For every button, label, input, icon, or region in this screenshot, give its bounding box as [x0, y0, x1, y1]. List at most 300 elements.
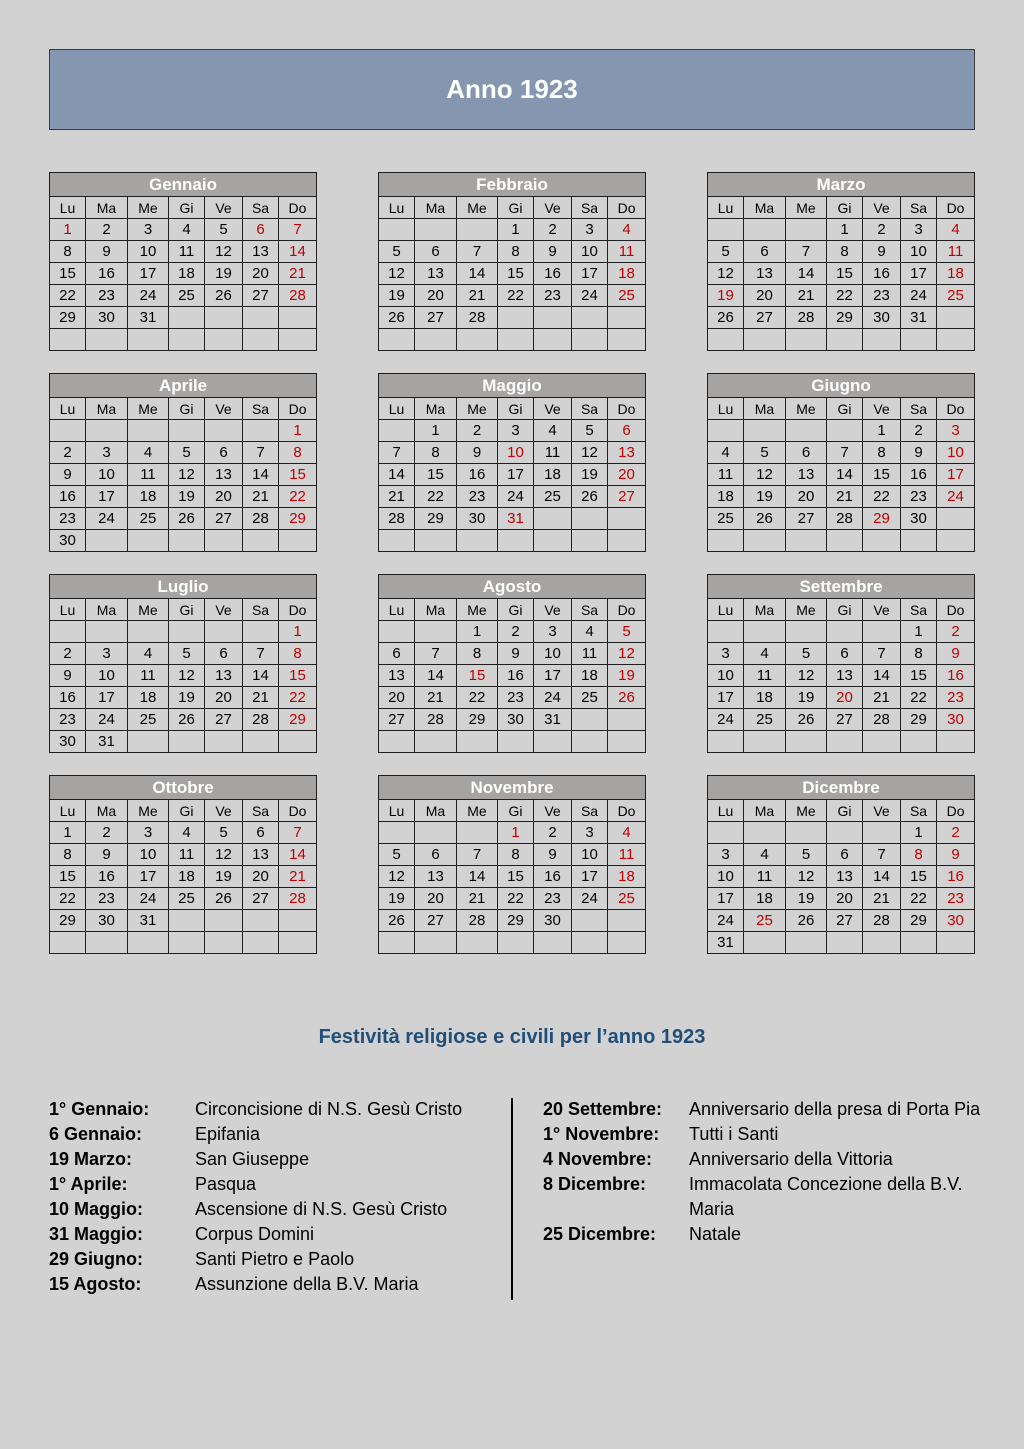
empty-cell: [572, 329, 608, 351]
empty-cell: [415, 731, 457, 753]
day-cell: 13: [243, 844, 279, 866]
empty-cell: [379, 731, 415, 753]
day-cell: 2: [86, 219, 128, 241]
day-cell: 30: [901, 508, 937, 530]
weekday-label: Ve: [534, 197, 572, 219]
weekday-label: Ma: [744, 800, 786, 822]
day-cell: 1: [50, 822, 86, 844]
weekday-label: Do: [279, 398, 317, 420]
day-cell: 11: [708, 464, 744, 486]
day-cell: 3: [498, 420, 534, 442]
empty-cell: [169, 910, 205, 932]
day-cell: 27: [608, 486, 646, 508]
day-cell: 6: [744, 241, 786, 263]
day-cell: 20: [608, 464, 646, 486]
day-cell: 3: [901, 219, 937, 241]
day-cell: 12: [744, 464, 786, 486]
weekday-label: Ve: [534, 398, 572, 420]
day-cell: 10: [901, 241, 937, 263]
day-cell: 14: [279, 241, 317, 263]
day-cell: 22: [50, 285, 86, 307]
holiday-row: [543, 1097, 983, 1122]
day-cell: 28: [279, 888, 317, 910]
empty-cell: [901, 329, 937, 351]
day-cell: 19: [786, 687, 827, 709]
day-cell: 27: [205, 508, 243, 530]
day-cell: 21: [863, 888, 901, 910]
day-cell: 8: [827, 241, 863, 263]
weekday-label: Ma: [415, 800, 457, 822]
holiday-row: [49, 1147, 499, 1172]
empty-cell: [279, 307, 317, 329]
holiday-row: [49, 1272, 499, 1297]
day-cell: 22: [50, 888, 86, 910]
empty-cell: [279, 910, 317, 932]
weekday-label: Ve: [863, 800, 901, 822]
day-cell: 25: [572, 687, 608, 709]
day-cell: 1: [457, 621, 498, 643]
day-cell: 24: [128, 285, 169, 307]
day-cell: 9: [901, 442, 937, 464]
day-cell: 24: [937, 486, 975, 508]
empty-cell: [708, 621, 744, 643]
empty-cell: [498, 307, 534, 329]
day-cell: 14: [279, 844, 317, 866]
empty-cell: [827, 822, 863, 844]
day-cell: 12: [708, 263, 744, 285]
empty-cell: [827, 420, 863, 442]
weekday-label: Ve: [205, 800, 243, 822]
day-cell: 7: [279, 822, 317, 844]
day-cell: 26: [572, 486, 608, 508]
day-cell: 8: [901, 643, 937, 665]
weekday-label: Ma: [415, 197, 457, 219]
weekday-label: Lu: [50, 197, 86, 219]
day-cell: 9: [50, 665, 86, 687]
weekday-label: Sa: [901, 398, 937, 420]
day-cell: 6: [827, 844, 863, 866]
empty-cell: [863, 621, 901, 643]
empty-cell: [86, 329, 128, 351]
weekday-label: Sa: [243, 398, 279, 420]
empty-cell: [534, 307, 572, 329]
weekday-label: Lu: [708, 599, 744, 621]
day-cell: 18: [128, 486, 169, 508]
holiday-row: [543, 1147, 983, 1172]
month-luglio: [49, 574, 317, 753]
holiday-name: Pasqua: [195, 1174, 257, 1194]
weekday-label: Sa: [572, 197, 608, 219]
day-cell: 18: [608, 866, 646, 888]
day-cell: 9: [86, 241, 128, 263]
day-cell: 16: [86, 866, 128, 888]
day-cell: 15: [901, 866, 937, 888]
weekday-label: Gi: [498, 197, 534, 219]
day-cell: 21: [457, 285, 498, 307]
weekday-label: Gi: [827, 398, 863, 420]
day-cell: 17: [86, 486, 128, 508]
empty-cell: [86, 530, 128, 552]
day-cell: 30: [50, 731, 86, 753]
empty-cell: [205, 307, 243, 329]
weekday-label: Me: [457, 197, 498, 219]
day-cell: 27: [786, 508, 827, 530]
day-cell: 20: [415, 285, 457, 307]
holiday-name: Circoncisione di N.S. Gesù Cristo: [195, 1099, 463, 1119]
weekday-label: Sa: [243, 599, 279, 621]
empty-cell: [498, 932, 534, 954]
day-cell: 5: [786, 844, 827, 866]
empty-cell: [827, 530, 863, 552]
day-cell: 15: [863, 464, 901, 486]
holiday-date: 15 Agosto:: [49, 1274, 142, 1294]
weekday-label: Ma: [744, 197, 786, 219]
day-cell: 4: [169, 822, 205, 844]
day-cell: 12: [169, 464, 205, 486]
day-cell: 7: [863, 643, 901, 665]
day-cell: 21: [379, 486, 415, 508]
day-cell: 13: [827, 665, 863, 687]
day-cell: 17: [937, 464, 975, 486]
empty-cell: [243, 307, 279, 329]
empty-cell: [744, 932, 786, 954]
day-cell: 11: [744, 665, 786, 687]
empty-cell: [243, 932, 279, 954]
day-cell: 4: [128, 643, 169, 665]
day-cell: 19: [205, 263, 243, 285]
day-cell: 20: [205, 687, 243, 709]
empty-cell: [205, 932, 243, 954]
day-cell: 19: [786, 888, 827, 910]
holiday-date: 29 Giugno:: [49, 1249, 143, 1269]
day-cell: 15: [901, 665, 937, 687]
day-cell: 26: [205, 285, 243, 307]
holiday-name: Anniversario della presa di Porta Pia: [689, 1099, 981, 1119]
empty-cell: [786, 530, 827, 552]
day-cell: 5: [608, 621, 646, 643]
empty-cell: [572, 731, 608, 753]
day-cell: 23: [937, 888, 975, 910]
weekday-label: Ve: [534, 599, 572, 621]
holiday-name: Corpus Domini: [195, 1224, 315, 1244]
month-name: Dicembre: [708, 776, 975, 800]
day-cell: 16: [457, 464, 498, 486]
day-cell: 24: [572, 285, 608, 307]
day-cell: 24: [901, 285, 937, 307]
day-cell: 8: [498, 241, 534, 263]
day-cell: 30: [498, 709, 534, 731]
weekday-label: Lu: [379, 398, 415, 420]
weekday-label: Lu: [708, 800, 744, 822]
empty-cell: [572, 709, 608, 731]
day-cell: 10: [128, 241, 169, 263]
empty-cell: [572, 307, 608, 329]
day-cell: 20: [827, 888, 863, 910]
empty-cell: [786, 329, 827, 351]
day-cell: 22: [498, 888, 534, 910]
day-cell: 1: [901, 822, 937, 844]
day-cell: 3: [708, 643, 744, 665]
day-cell: 30: [86, 910, 128, 932]
empty-cell: [608, 731, 646, 753]
day-cell: 26: [169, 709, 205, 731]
day-cell: 12: [379, 866, 415, 888]
empty-cell: [379, 621, 415, 643]
weekday-label: Gi: [827, 599, 863, 621]
day-cell: 19: [744, 486, 786, 508]
holiday-name: Assunzione della B.V. Maria: [195, 1274, 419, 1294]
day-cell: 13: [786, 464, 827, 486]
day-cell: 21: [827, 486, 863, 508]
day-cell: 9: [50, 464, 86, 486]
weekday-label: Do: [279, 599, 317, 621]
day-cell: 29: [50, 307, 86, 329]
empty-cell: [827, 621, 863, 643]
month-name: Gennaio: [50, 173, 317, 197]
empty-cell: [863, 932, 901, 954]
day-cell: 7: [863, 844, 901, 866]
month-name: Settembre: [708, 575, 975, 599]
day-cell: 1: [415, 420, 457, 442]
day-cell: 5: [786, 643, 827, 665]
empty-cell: [205, 329, 243, 351]
empty-cell: [744, 219, 786, 241]
empty-cell: [786, 621, 827, 643]
empty-cell: [243, 420, 279, 442]
day-cell: 17: [901, 263, 937, 285]
day-cell: 20: [827, 687, 863, 709]
day-cell: 12: [608, 643, 646, 665]
day-cell: 26: [708, 307, 744, 329]
empty-cell: [50, 932, 86, 954]
day-cell: 30: [457, 508, 498, 530]
holiday-row: [49, 1222, 499, 1247]
day-cell: 4: [572, 621, 608, 643]
empty-cell: [457, 932, 498, 954]
empty-cell: [169, 621, 205, 643]
day-cell: 8: [50, 844, 86, 866]
day-cell: 5: [708, 241, 744, 263]
day-cell: 29: [457, 709, 498, 731]
day-cell: 17: [708, 888, 744, 910]
day-cell: 22: [827, 285, 863, 307]
day-cell: 23: [498, 687, 534, 709]
day-cell: 14: [786, 263, 827, 285]
day-cell: 27: [205, 709, 243, 731]
day-cell: 4: [534, 420, 572, 442]
day-cell: 17: [128, 263, 169, 285]
empty-cell: [786, 822, 827, 844]
day-cell: 25: [608, 285, 646, 307]
weekday-label: Ma: [744, 599, 786, 621]
weekday-label: Ma: [86, 197, 128, 219]
day-cell: 5: [379, 241, 415, 263]
day-cell: 23: [534, 888, 572, 910]
month-dicembre: [707, 775, 975, 954]
weekday-label: Lu: [50, 599, 86, 621]
empty-cell: [169, 530, 205, 552]
day-cell: 31: [708, 932, 744, 954]
empty-cell: [169, 307, 205, 329]
empty-cell: [863, 329, 901, 351]
holiday-row: [49, 1197, 499, 1222]
day-cell: 11: [128, 665, 169, 687]
day-cell: 15: [279, 464, 317, 486]
day-cell: 27: [243, 285, 279, 307]
empty-cell: [608, 910, 646, 932]
empty-cell: [534, 731, 572, 753]
day-cell: 24: [498, 486, 534, 508]
day-cell: 25: [744, 910, 786, 932]
weekday-label: Do: [608, 800, 646, 822]
empty-cell: [937, 731, 975, 753]
divider: [511, 1098, 513, 1300]
day-cell: 24: [708, 709, 744, 731]
day-cell: 20: [243, 263, 279, 285]
empty-cell: [863, 731, 901, 753]
month-maggio: [378, 373, 646, 552]
day-cell: 31: [128, 910, 169, 932]
holiday-date: 10 Maggio:: [49, 1199, 144, 1219]
day-cell: 21: [863, 687, 901, 709]
empty-cell: [243, 910, 279, 932]
day-cell: 3: [572, 822, 608, 844]
empty-cell: [572, 910, 608, 932]
day-cell: 23: [863, 285, 901, 307]
day-cell: 1: [498, 219, 534, 241]
day-cell: 18: [169, 866, 205, 888]
day-cell: 29: [50, 910, 86, 932]
day-cell: 17: [498, 464, 534, 486]
day-cell: 28: [786, 307, 827, 329]
empty-cell: [415, 932, 457, 954]
day-cell: 6: [379, 643, 415, 665]
holiday-row: [543, 1172, 983, 1222]
day-cell: 4: [128, 442, 169, 464]
day-cell: 28: [827, 508, 863, 530]
day-cell: 20: [379, 687, 415, 709]
day-cell: 8: [901, 844, 937, 866]
day-cell: 3: [937, 420, 975, 442]
empty-cell: [379, 329, 415, 351]
empty-cell: [608, 709, 646, 731]
day-cell: 18: [708, 486, 744, 508]
weekday-label: Me: [128, 599, 169, 621]
day-cell: 28: [863, 910, 901, 932]
empty-cell: [708, 822, 744, 844]
day-cell: 22: [415, 486, 457, 508]
weekday-label: Ve: [863, 398, 901, 420]
day-cell: 25: [534, 486, 572, 508]
empty-cell: [86, 621, 128, 643]
weekday-label: Gi: [169, 398, 205, 420]
empty-cell: [708, 420, 744, 442]
day-cell: 10: [572, 844, 608, 866]
holiday-name: Natale: [689, 1224, 742, 1244]
empty-cell: [534, 329, 572, 351]
holiday-date: 1° Gennaio:: [49, 1099, 150, 1119]
month-name: Febbraio: [379, 173, 646, 197]
day-cell: 13: [205, 464, 243, 486]
weekday-label: Do: [937, 398, 975, 420]
day-cell: 17: [128, 866, 169, 888]
day-cell: 18: [128, 687, 169, 709]
day-cell: 8: [415, 442, 457, 464]
day-cell: 16: [937, 866, 975, 888]
empty-cell: [863, 822, 901, 844]
weekday-label: Do: [937, 800, 975, 822]
weekday-label: Gi: [498, 599, 534, 621]
empty-cell: [827, 932, 863, 954]
day-cell: 9: [457, 442, 498, 464]
day-cell: 20: [205, 486, 243, 508]
day-cell: 6: [205, 442, 243, 464]
day-cell: 4: [708, 442, 744, 464]
empty-cell: [534, 932, 572, 954]
day-cell: 31: [128, 307, 169, 329]
day-cell: 9: [937, 643, 975, 665]
empty-cell: [86, 932, 128, 954]
empty-cell: [128, 420, 169, 442]
day-cell: 12: [572, 442, 608, 464]
empty-cell: [243, 530, 279, 552]
day-cell: 30: [937, 709, 975, 731]
empty-cell: [279, 329, 317, 351]
month-name: Luglio: [50, 575, 317, 599]
day-cell: 24: [86, 709, 128, 731]
day-cell: 3: [128, 219, 169, 241]
empty-cell: [243, 621, 279, 643]
day-cell: 21: [279, 866, 317, 888]
day-cell: 17: [572, 866, 608, 888]
empty-cell: [128, 932, 169, 954]
day-cell: 12: [205, 241, 243, 263]
day-cell: 25: [169, 285, 205, 307]
day-cell: 27: [827, 709, 863, 731]
weekday-label: Ma: [744, 398, 786, 420]
empty-cell: [128, 530, 169, 552]
day-cell: 16: [498, 665, 534, 687]
day-cell: 1: [498, 822, 534, 844]
day-cell: 8: [498, 844, 534, 866]
empty-cell: [50, 621, 86, 643]
day-cell: 7: [457, 844, 498, 866]
empty-cell: [572, 530, 608, 552]
day-cell: 22: [863, 486, 901, 508]
day-cell: 22: [901, 687, 937, 709]
weekday-label: Me: [128, 800, 169, 822]
day-cell: 4: [744, 643, 786, 665]
day-cell: 19: [608, 665, 646, 687]
empty-cell: [608, 530, 646, 552]
day-cell: 27: [243, 888, 279, 910]
day-cell: 13: [243, 241, 279, 263]
day-cell: 16: [86, 263, 128, 285]
weekday-label: Me: [457, 599, 498, 621]
day-cell: 11: [128, 464, 169, 486]
holiday-date: 31 Maggio:: [49, 1224, 144, 1244]
empty-cell: [786, 731, 827, 753]
empty-cell: [937, 329, 975, 351]
holiday-date: 20 Settembre:: [543, 1099, 663, 1119]
day-cell: 19: [572, 464, 608, 486]
month-name: Aprile: [50, 374, 317, 398]
day-cell: 9: [937, 844, 975, 866]
day-cell: 3: [572, 219, 608, 241]
day-cell: 10: [937, 442, 975, 464]
holiday-name: Anniversario della Vittoria: [689, 1149, 893, 1169]
day-cell: 18: [534, 464, 572, 486]
